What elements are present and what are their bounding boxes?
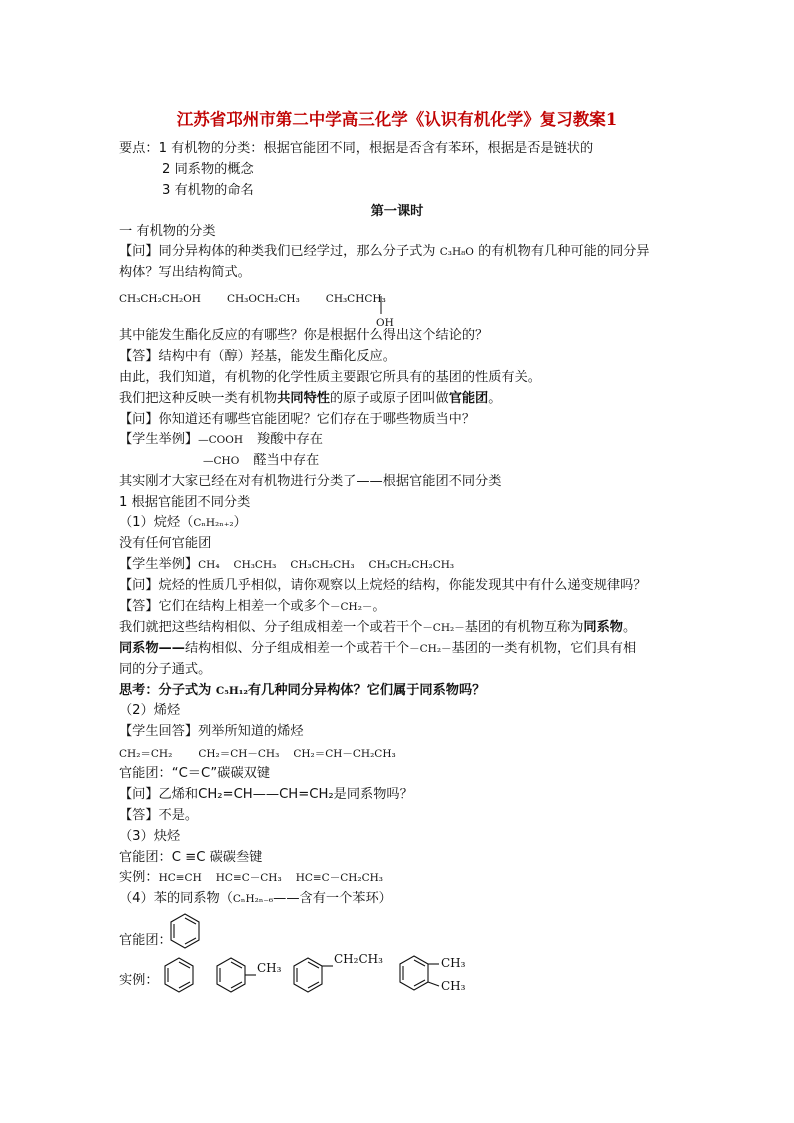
text: 思考：分子式为 xyxy=(119,683,216,698)
formula: C₅H₁₂ xyxy=(215,685,248,697)
benzene-ring-icon xyxy=(168,912,202,952)
general-formula: CₙH₂ₙ₊₂ xyxy=(193,517,234,529)
text: 醛当中存在 xyxy=(253,453,320,468)
benzene-icon xyxy=(162,956,196,996)
formula: CH₃CH₂CH₃ xyxy=(290,559,355,571)
methyl-label: CH₃ xyxy=(257,961,282,975)
statement-4 xyxy=(119,619,636,637)
text: 【学生举例】 xyxy=(119,432,199,447)
question-1-line1 xyxy=(119,243,650,261)
general-formula: CₙH₂ₙ₋₆ xyxy=(232,893,274,905)
text: 羧酸中存在 xyxy=(257,432,323,447)
subsection-1: 1 根据官能团不同分类 xyxy=(119,495,251,510)
definition-line2: 同的分子通式。 xyxy=(119,662,212,677)
bold-term: 官能团 xyxy=(448,391,489,406)
oh-bond-line xyxy=(380,296,384,316)
lesson-title: 第一课时 xyxy=(370,204,424,219)
think-question xyxy=(119,682,485,700)
benzene-title xyxy=(119,890,392,908)
formula: CH₂＝CH₂ xyxy=(119,748,173,760)
structure-formula: CH₃CH₂CH₂OH xyxy=(119,293,201,305)
text: 结构相似、分子组成相差一个或若干个 xyxy=(184,641,410,656)
formula: －CH₂－ xyxy=(330,601,373,613)
text: 。 xyxy=(488,391,502,406)
text: 基团的有机物互称为 xyxy=(464,620,584,635)
text: ——含有一个苯环） xyxy=(273,891,392,906)
key-point-item: 1 有机物的分类：根据官能团不同，根据是否含有苯环，根据是否是链状的 xyxy=(158,141,594,156)
alkene-examples xyxy=(119,745,396,763)
formula: HC≡C－CH₂CH₃ xyxy=(295,872,384,884)
answer-1: 【答】结构中有（醇）羟基，能发生酯化反应。 xyxy=(119,349,396,364)
bold-term: 同系物 xyxy=(583,620,623,635)
formula: －CH₂－ xyxy=(422,622,465,634)
alkyne-functional-group: 官能团：C ≡C 碳碳叁键 xyxy=(119,850,263,865)
alkene-functional-group: 官能团：“C＝C”碳碳双键 xyxy=(119,766,271,781)
functional-group: —CHO xyxy=(203,455,240,467)
structure-formula-row xyxy=(119,290,386,308)
key-points-label: 要点： xyxy=(119,141,159,156)
document-title: 江苏省邛州市第二中学高三化学《认识有机化学》复习教案1 xyxy=(176,110,618,129)
alkane-title xyxy=(119,514,247,532)
text: 基团的一类有机物，它们具有相 xyxy=(451,641,637,656)
formula: HC≡C－CH₃ xyxy=(215,872,282,884)
alkene-ask: 【学生回答】列举所知道的烯烃 xyxy=(119,724,304,739)
question-4: 【问】烷烃的性质几乎相似，请你观察以上烷烃的结构，你能发现其中有什么递变规律吗？ xyxy=(119,578,647,593)
statement-1: 由此，我们知道，有机物的化学性质主要跟它所具有的基团的性质有关。 xyxy=(119,370,541,385)
text: ） xyxy=(233,515,247,530)
formula: CH₂=CH——CH=CH₂ xyxy=(198,787,334,802)
question-text: 【问】同分异构体的种类我们已经学过，那么分子式为 xyxy=(119,244,440,259)
key-point-item: 2 同系物的概念 xyxy=(162,162,254,177)
statement-3: 其实刚才大家已经在对有机物进行分类了——根据官能团不同分类 xyxy=(119,474,502,489)
student-example-2 xyxy=(203,452,319,470)
benzene-fg-label: 官能团： xyxy=(119,933,172,948)
section-title: 一 有机物的分类 xyxy=(119,224,216,239)
ethyl-label: CH₂CH₃ xyxy=(334,952,383,966)
text: 是同系物吗？ xyxy=(333,787,413,802)
methyl-label: CH₃ xyxy=(441,979,466,993)
key-point-item: 3 有机物的命名 xyxy=(162,183,254,198)
answer-2 xyxy=(119,598,386,616)
formula: CH₄ xyxy=(198,559,220,571)
text: 的原子或原子团叫做 xyxy=(330,391,449,406)
hydroxyl-label: OH xyxy=(376,317,394,329)
text: 我们把这种反映一类有机物 xyxy=(119,391,278,406)
key-points-1 xyxy=(119,140,593,158)
question-1-line2: 构体？写出结构简式。 xyxy=(119,265,251,280)
text: 。 xyxy=(372,599,386,614)
formula: CH₃CH₃ xyxy=(233,559,277,571)
bold-term: 同系物—— xyxy=(119,641,185,656)
text: （4）苯的同系物（ xyxy=(119,891,233,906)
definition-line1 xyxy=(119,640,636,658)
formula: CH₂＝CH－CH₂CH₃ xyxy=(293,748,396,760)
statement-2 xyxy=(119,390,501,408)
molecular-formula: C₃H₈O xyxy=(439,246,474,258)
formula: －CH₂－ xyxy=(409,643,452,655)
alkane-desc: 没有任何官能团 xyxy=(119,536,212,551)
text: 实例： xyxy=(119,870,159,885)
formula: CH₂＝CH－CH₃ xyxy=(198,748,280,760)
question-5 xyxy=(119,786,413,804)
text: 【问】乙烯和 xyxy=(119,787,199,802)
text: （1）烷烃（ xyxy=(119,515,194,530)
text: 有几种同分异构体？它们属于同系物吗？ xyxy=(247,683,486,698)
functional-group: —COOH xyxy=(198,434,244,446)
alkyne-examples xyxy=(119,869,383,887)
formula: HC≡CH xyxy=(158,872,202,884)
alkene-title: （2）烯烃 xyxy=(119,703,181,718)
ethylbenzene-icon xyxy=(291,956,337,996)
alkane-examples xyxy=(119,556,454,574)
question-3: 【问】你知道还有哪些官能团呢？它们存在于哪些物质当中？ xyxy=(119,412,476,427)
benzene-ex-label: 实例： xyxy=(119,973,159,988)
text: 。 xyxy=(622,620,637,635)
question-text: 的有机物有几种可能的同分异 xyxy=(473,244,650,259)
text: 【答】它们在结构上相差一个或多个 xyxy=(119,599,330,614)
question-2: 其中能发生酯化反应的有哪些？你是根据什么得出这个结论的？ xyxy=(119,328,489,343)
structure-formula: CH₃OCH₂CH₃ xyxy=(226,293,300,305)
methyl-label: CH₃ xyxy=(441,956,466,970)
bold-term: 共同特性 xyxy=(277,391,330,406)
toluene-icon xyxy=(214,956,258,996)
student-example-1 xyxy=(119,431,323,449)
xylene-icon xyxy=(397,954,443,996)
alkyne-title: （3）炔烃 xyxy=(119,829,181,844)
formula: CH₃CH₂CH₂CH₃ xyxy=(368,559,455,571)
answer-3: 【答】不是。 xyxy=(119,808,199,823)
structure-formula: CH₃CHCH₃ xyxy=(325,293,386,305)
text: 我们就把这些结构相似、分子组成相差一个或若干个 xyxy=(119,620,423,635)
text: 【学生举例】 xyxy=(119,557,199,572)
